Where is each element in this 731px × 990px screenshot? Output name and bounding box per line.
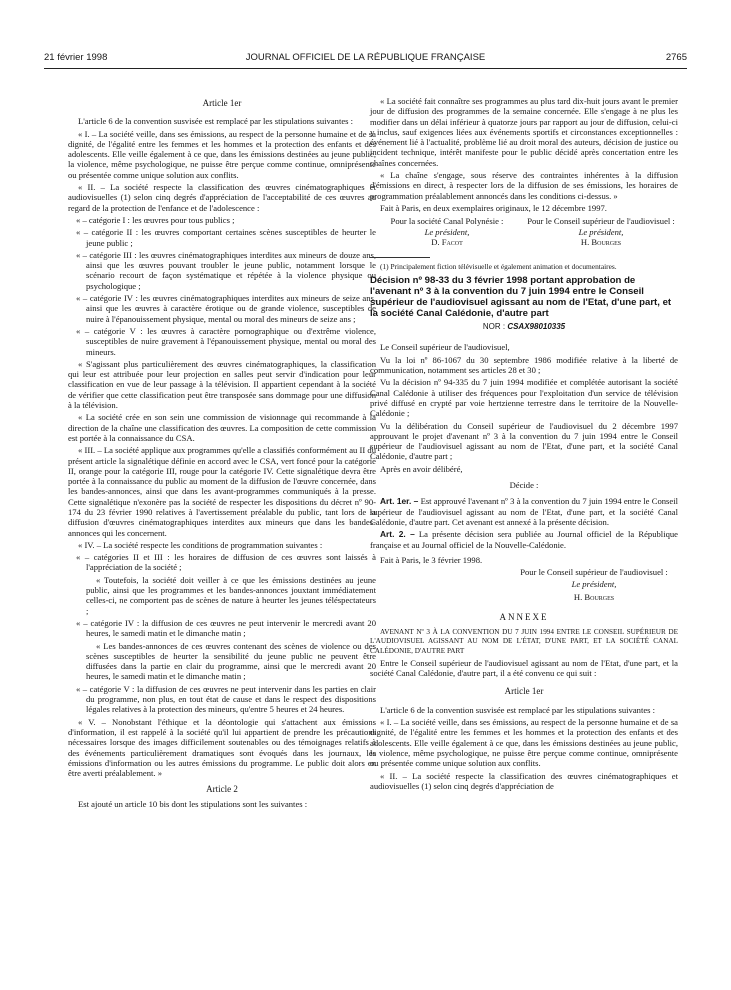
paragraph: Fait à Paris, le 3 février 1998. [380,554,483,565]
paragraph: « I. – La société veille, dans ses émissions, au respect de la personne humaine et de sa dignité, de l'égalité entre les femmes et les hommes et la protection des enfants et des adolescents. Elle veille également à ce que, dans les émissions destinées au jeune public, la violence, même psychologique, ne puisse être perçue comme continue, omniprésente ou présentée comme unique solution aux conflits. [370,717,678,769]
paragraph: « La société crée en son sein une commission de visionnage qui recommande à la direction de la chaîne une classification des œuvres. La composition de cette commission est portée à la connaissance du CSA. [68,412,376,443]
page-header [44,52,687,66]
category-item: « – catégorie IV : la diffusion de ces œuvres ne peut intervenir le mercredi avant 20 heures, le samedi matin et le dimanche matin ; [76,617,376,639]
paragraph: Le Conseil supérieur de l'audiovisuel, [380,342,510,353]
footnote: (1) Principalement fiction télévisuelle et également animation et documentaires. [380,262,617,272]
signature-right [524,216,678,247]
paragraph: Vu la décision nº 94-335 du 7 juin 1994 modifiée et complétée autorisant la société Canal Calédonie à utiliser des fréquences pour l'exploitation d'un service de télévision privé diffusé en crypté par voie hertzienne terrestre dans le territoire de la Nouvelle-Calédonie ; [370,377,678,419]
category-item: « – catégorie IV : les œuvres cinématographiques interdites aux mineurs de seize ans, ainsi que les œuvres à caractère érotique ou de grande violence, susceptibles de nuire à l'épanouissement physique, mental ou moral des mineurs de seize ans ; [76,293,376,324]
sub-paragraph: « Les bandes-annonces de ces œuvres contenant des scènes de violence ou des scènes susceptibles de heurter la sensibilité du jeune public ne peuvent être diffusées dans la partie en clair du programme, ainsi que le mercredi avant 20 heures, le samedi matin et le dimanche matin ; [86,640,376,682]
left-column [68,96,376,811]
paragraph: Est ajouté un article 10 bis dont les stipulations sont les suivantes : [78,798,308,809]
signature-block [370,216,678,247]
signatory-name: D. Facot [431,236,463,247]
article-label: Art. 1er. – [380,496,419,507]
issue-date: 21 février 1998 [44,52,108,63]
paragraph: « II. – La société respecte la classification des œuvres cinématographiques et audiovisuelles (1) selon cinq degrés d'appréciation de [370,770,678,791]
paragraph: Fait à Paris, en deux exemplaires originaux, le 12 décembre 1997. [380,202,607,213]
signatory-name: H. Bourges [580,236,622,247]
paragraph: Entre le Conseil supérieur de l'audiovisuel agissant au nom de l'Etat, d'une part, et la société Canal Calédonie, d'autre part, il a été convenu ce qui suit : [370,657,678,679]
paragraph: « S'agissant plus particulièrement des œuvres cinématographiques, la classification qui leur est attribuée pour leur projection en salles peut servir d'indication pour leur classification en vue de leur passage à la télévision. Il appartient cependant à la société de vérifier que cette classification peut être transposée sans dommage pour une diffusion à la télévision. [68,358,376,411]
paragraph: « IV. – La société respecte les conditions de programmation suivantes : [78,539,323,550]
paragraph: « III. – La société applique aux programmes qu'elle a classifiés conformément au II du présent article la signalétique définie en accord avec le CSA, vert foncé pour la catégorie II, orange pour la catégorie III, rouge pour la catégorie IV. Cette signalétique devra être portée à la connaissance du public au moment de la diffusion de l'œuvre concernée, dans les bandes-annonces, ainsi que dans les avant-programmes communiqués à la presse. Cette signalétique n'exonère pas la société de respecter les dispositions du décret nº 90-174 du 23 février 1990 relatives à l'avertissement préalable du public, tant lors de la diffusion d'œuvres cinématographiques interdites aux mineurs que dans les bandes-annonces qui les concernent. [68,445,376,538]
article-paragraph [370,496,678,527]
nor-value: CSAX98010335 [507,322,566,332]
paragraph: L'article 6 de la convention susvisée est remplacé par les stipulations suivantes : [380,704,656,715]
nor-reference [370,322,678,332]
paragraph: « V. – Nonobstant l'éthique et la déontologie qui s'attachent aux émissions d'information, il est rappelé à la société qu'il lui appartient de prendre les précautions nécessaires lorsque des images difficilement soutenables ou des témoignages relatifs à des événements particulièrement dramatiques sont évoqués dans les journaux, les émissions d'information ou les autres émissions du programme. Le public doit alors en être averti préalablement. » [68,716,376,779]
signature-left [370,216,524,247]
right-column [370,96,678,793]
category-item: « – catégorie V : la diffusion de ces œuvres ne peut intervenir dans les parties en clair du programme, non plus, en tout état de cause et dans le respect des dispositions légales relatives à la protection des mineurs, qu'entre 5 heures et 24 heures. [76,683,376,715]
paragraph: L'article 6 de la convention susvisée est remplacé par les stipulations suivantes : [78,116,354,127]
annex-article-1-heading: Article 1er [504,686,544,697]
paragraph: Vu la loi nº 86-1067 du 30 septembre 1986 modifiée relative à la liberté de communication, notamment ses articles 28 et 30 ; [370,354,678,376]
signatory-org: Pour la société Canal Polynésie : [390,216,504,227]
annexe-heading: ANNEXE [499,611,549,622]
paragraph: « La société fait connaître ses programmes au plus tard dix-huit jours avant le premier jour de diffusion des programmes de la semaine concernée. Elle s'engage à ne plus les modifier dans un délai inférieur à quatorze jours par rapport au jour de diffusion, celui-ci y inclus, sauf exigences liées aux événements sportifs et circonstances exceptionnelles : événement lié à l'actualité, problème lié au droit moral des auteurs, décision de justice ou incident technique, intérêt manifeste pour le public décidé après concertation entre les chaînes concernées. [370,96,678,168]
category-item: « – catégorie I : les œuvres pour tous publics ; [76,214,235,225]
header-rule [44,68,687,69]
category-item: « – catégorie II : les œuvres comportant certaines scènes susceptibles de heurter le jeune public ; [76,227,376,248]
paragraph: « II. – La société respecte la classification des œuvres cinématographiques et audiovisuelles (1) selon cinq degrés d'appréciation de l'acceptabilité de ces œuvres au regard de la protection de l'enfance et de l'adolescence : [68,182,376,213]
paragraph: Vu la délibération du Conseil supérieur de l'audiovisuel du 2 décembre 1997 approuvant le projet d'avenant nº 3 à la convention du 7 juin 1994 entre le Conseil supérieur de l'audiovisuel agissant au nom de l'Etat, d'une part, et la société Canal Calédonie, d'autre part ; [370,420,678,462]
article-1-heading: Article 1er [202,98,242,108]
category-item: « – catégorie V : les œuvres à caractère pornographique ou d'extrême violence, susceptibles de nuire gravement à l'épanouissement physique, mental ou moral des mineurs. [76,325,376,357]
paragraph: Après en avoir délibéré, [380,463,463,474]
decision-title: Décision nº 98-33 du 3 février 1998 portant approbation de l'avenant nº 3 à la convention du 7 juin 1994 entre le Conseil supérieur de l'audiovisuel agissant au nom de l'Etat, d'une part, et la société Canal Calédonie, d'autre part [370,275,672,320]
page-number: 2765 [665,52,687,63]
article-text: Est approuvé l'avenant nº 3 à la convention du 7 juin 1994 entre le Conseil supérieur de l'audiovisuel agissant au nom de l'Etat, d'une part, et la société Canal Calédonie, d'autre part. Cet avenant est annexé à la présente décision. [370,496,678,527]
article-label: Art. 2. – [380,529,415,540]
footnote-separator [370,257,430,258]
signatory-role: Le président, [571,579,617,590]
paragraph: « I. – La société veille, dans ses émissions, au respect de la personne humaine et de sa dignité, de l'égalité entre les femmes et les hommes et la protection des enfants et des adolescents. Elle veille également à ce que, dans les émissions destinées au jeune public, la violence, même psychologique, ne puisse être perçue comme continue, omniprésente ou présentée comme unique solution aux conflits. [68,128,376,180]
signatory-org: Pour le Conseil supérieur de l'audiovisuel : [527,216,675,227]
signatory-role: Le président, [578,226,624,237]
signatory-name: H. Bourges [573,591,615,602]
category-item: « – catégories II et III : les horaires de diffusion de ces œuvres sont laissés à l'appréciation de la société ; [76,552,376,573]
article-2-heading: Article 2 [206,784,238,795]
journal-title: JOURNAL OFFICIEL DE LA RÉPUBLIQUE FRANÇAISE [245,52,486,63]
article-text: La présente décision sera publiée au Journal officiel de la République française et au Journal officiel de la Nouvelle-Calédonie. [370,529,678,550]
signatory-org: Pour le Conseil supérieur de l'audiovisuel : [520,567,668,578]
avenant-title: AVENANT Nº 3 À LA CONVENTION DU 7 JUIN 1994 ENTRE LE CONSEIL SUPÉRIEUR DE L'AUDIOVISUEL AGISSANT AU NOM DE L'ÉTAT, D'UNE PART, ET LA SOCIÉTÉ CANAL CALÉDONIE, D'AUTRE PART [370,628,678,655]
decide-heading: Décide : [509,480,539,491]
article-paragraph [370,529,678,550]
signatory-role: Le président, [424,226,470,237]
nor-label: NOR : [482,322,506,332]
sub-paragraph: « Toutefois, la société doit veiller à ce que les émissions destinées au jeune public, ainsi que les programmes et les bandes-annonces jouxtant immédiatement celles-ci, ne comportent pas de scènes de nature à heurter les jeunes téléspectateurs ; [86,574,376,616]
category-item: « – catégorie III : les œuvres cinématographiques interdites aux mineurs de douze ans, ainsi que les œuvres pouvant troubler le jeune public, notamment lorsque le scénario recourt de façon systématique et répétée à la violence physique ou psychologique ; [76,249,376,291]
paragraph: « La chaîne s'engage, sous réserve des contraintes inhérentes à la diffusion d'émissions en direct, à respecter lors de la diffusion de ses émissions, les horaires de programmation préalablement annoncés dans les conditions ci-dessus. » [370,170,678,201]
